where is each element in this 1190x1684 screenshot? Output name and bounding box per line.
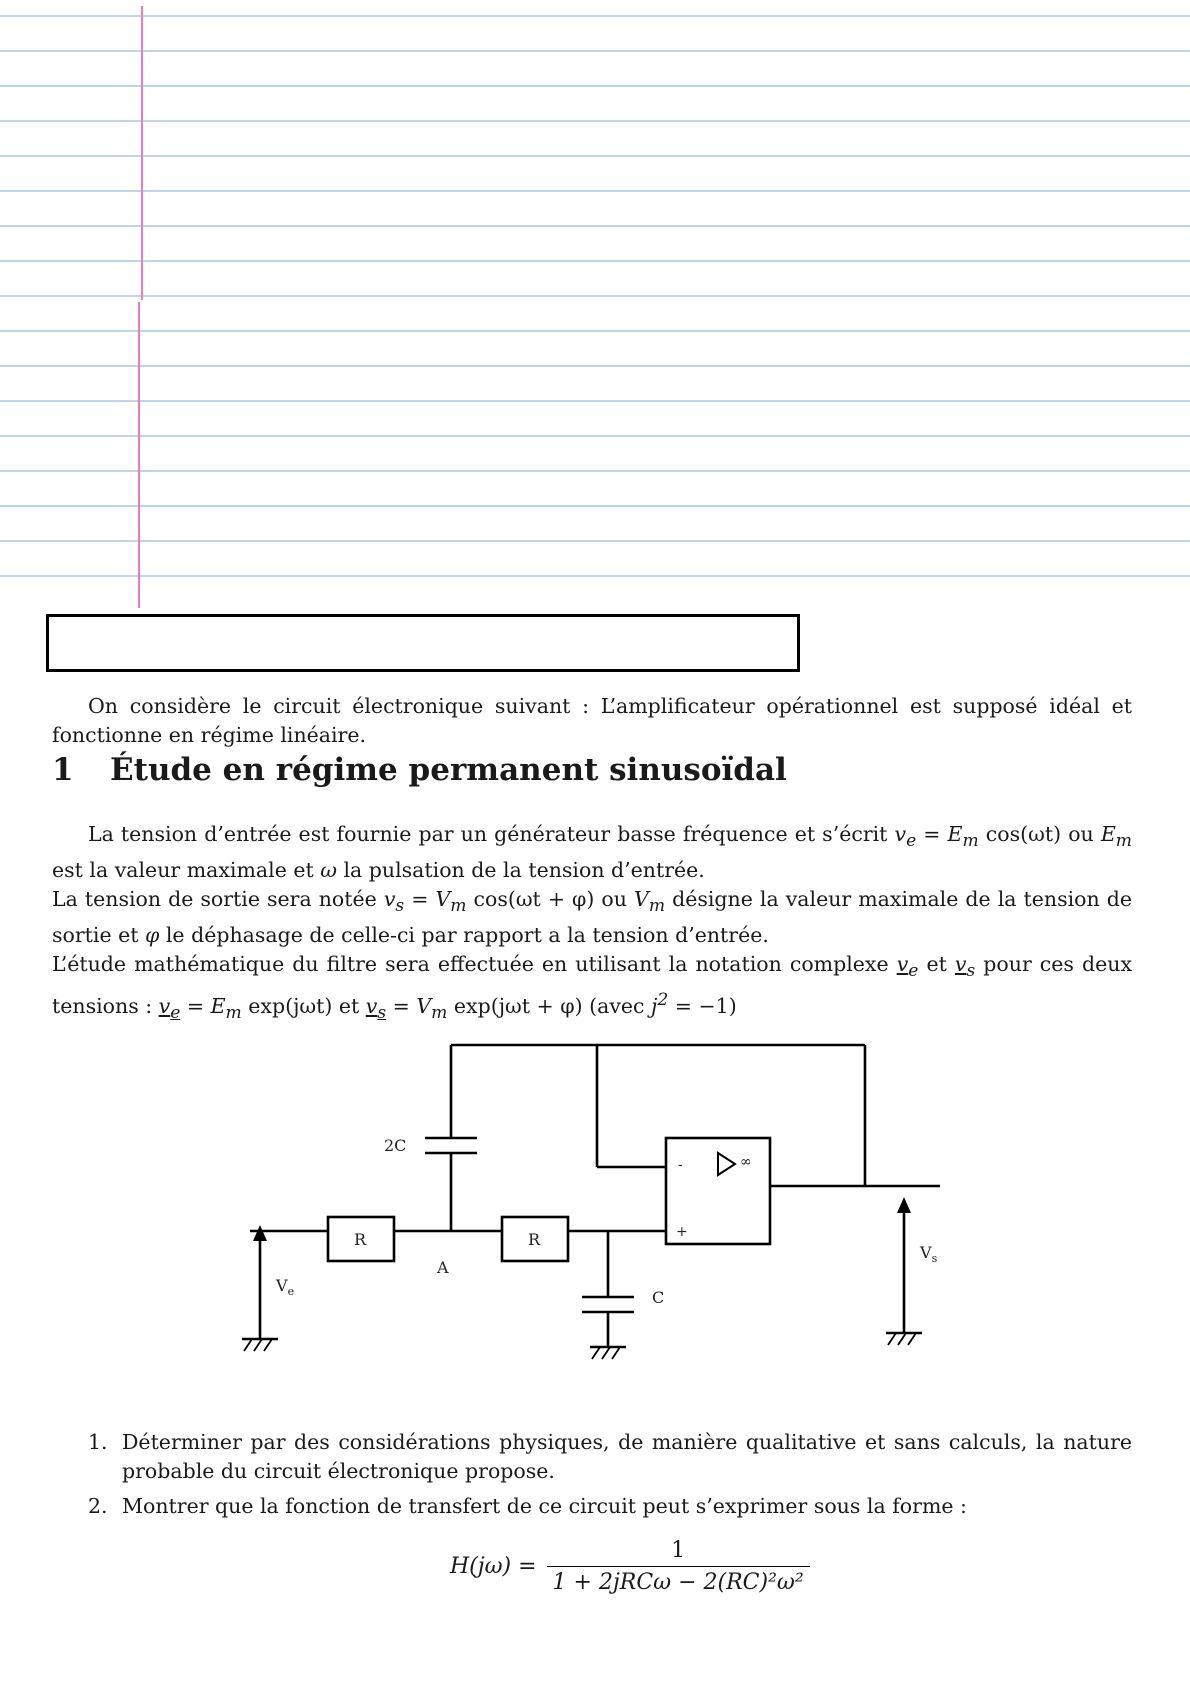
math-vs-complex: $v_s$ (954, 952, 976, 982)
label-vs: $V_s$ (920, 1243, 938, 1265)
text-span: La tension de sortie sera notée (52, 887, 384, 912)
text-span: la pulsation de la tension d’entrée. (336, 858, 705, 883)
section-heading (52, 752, 787, 788)
label-2c: 2C (384, 1136, 407, 1155)
label-plus: + (676, 1224, 688, 1240)
ruled-lines (0, 16, 1190, 576)
paragraph-line-1 (52, 820, 1132, 885)
math-cos: cos(ωt) (978, 822, 1062, 846)
formula-lhs: H(jω) = (450, 1554, 537, 1579)
list-item (88, 1428, 1132, 1486)
section-title: Étude en régime permanent sinusoïdal (110, 752, 787, 788)
intro-text: On considère le circuit électronique suivant : L’amplificateur opérationnel est supposé idéal et fonctionne en régime linéaire. (52, 694, 1132, 747)
label-ve: $V_e$ (276, 1276, 295, 1298)
math-exp-phi: exp(jωt + φ) (447, 994, 583, 1019)
question-text: Montrer que la fonction de transfert de ce circuit peut s’exprimer sous la forme : (122, 1494, 967, 1518)
paragraph-line-2 (52, 885, 1132, 950)
math-vs: $v_s = V_m$ (383, 887, 467, 917)
math-ve-complex: $v_e$ (896, 952, 919, 982)
label-node-a: A (437, 1258, 449, 1277)
text-span: pour ces deux tensions : (52, 952, 1133, 1019)
text-span: est la valeur maximale et (52, 858, 321, 883)
text-span: L’étude mathématique du filtre sera effectuée en utilisant la notation complexe (52, 952, 897, 977)
text-span: et (332, 994, 366, 1019)
section-number: 1 (52, 752, 74, 788)
math-exp: exp(jωt) (241, 994, 333, 1019)
label-infinity: ∞ (740, 1154, 752, 1170)
ruled-paper (0, 0, 1190, 612)
text-span: et (918, 952, 955, 977)
math-cos-phi: cos(ωt + φ) (466, 887, 595, 912)
question-list (88, 1428, 1132, 1527)
opamp-triangle (718, 1153, 735, 1175)
math-vm: $V_m$ (634, 887, 666, 917)
math-em: $E_m$ (1100, 822, 1132, 852)
math-j: $j^2$ (651, 990, 669, 1019)
math-ve: $v_e = E_m$ (894, 822, 979, 852)
text-span: (avec (582, 994, 652, 1019)
formula-fraction (547, 1538, 810, 1595)
formula-numerator: 1 (671, 1538, 686, 1563)
ve-arrowhead (253, 1225, 267, 1241)
list-item (88, 1492, 1132, 1521)
math-vs-exp: $v_s = V_m$ (365, 994, 448, 1024)
text-span: ou (594, 887, 635, 912)
math-phi: φ (145, 923, 160, 948)
label-r1: R (354, 1230, 367, 1249)
math-omega: ω (320, 858, 337, 883)
text-span: ou (1061, 822, 1101, 846)
title-box (46, 614, 800, 672)
text-span: le déphasage de celle-ci par rapport a la tension d’entrée. (159, 923, 769, 948)
label-c: C (652, 1288, 665, 1307)
paragraph-line-3 (52, 950, 1132, 1028)
math-ve-exp: $v_e = E_m$ (158, 994, 242, 1024)
label-minus: - (678, 1157, 683, 1173)
text-span: La tension d’entrée est fournie par un générateur basse fréquence et s’écrit (88, 822, 895, 846)
body-paragraph (52, 820, 1132, 1028)
circuit-diagram (230, 1035, 960, 1375)
question-text: Déterminer par des considérations physiques, de manière qualitative et sans calculs, la nature probable du circuit électronique propose. (122, 1430, 1132, 1483)
question-number: 1. (88, 1430, 108, 1454)
label-r2: R (528, 1230, 541, 1249)
transfer-function-formula (450, 1538, 810, 1595)
text-span: = −1) (668, 994, 737, 1019)
text-span: désigne la valeur maximale de la tension de sortie et (52, 887, 1132, 948)
formula-denominator: 1 + 2jRCω − 2(RC)²ω² (547, 1566, 810, 1595)
intro-paragraph (52, 692, 1132, 750)
question-number: 2. (88, 1494, 108, 1518)
vs-arrowhead (897, 1197, 911, 1213)
